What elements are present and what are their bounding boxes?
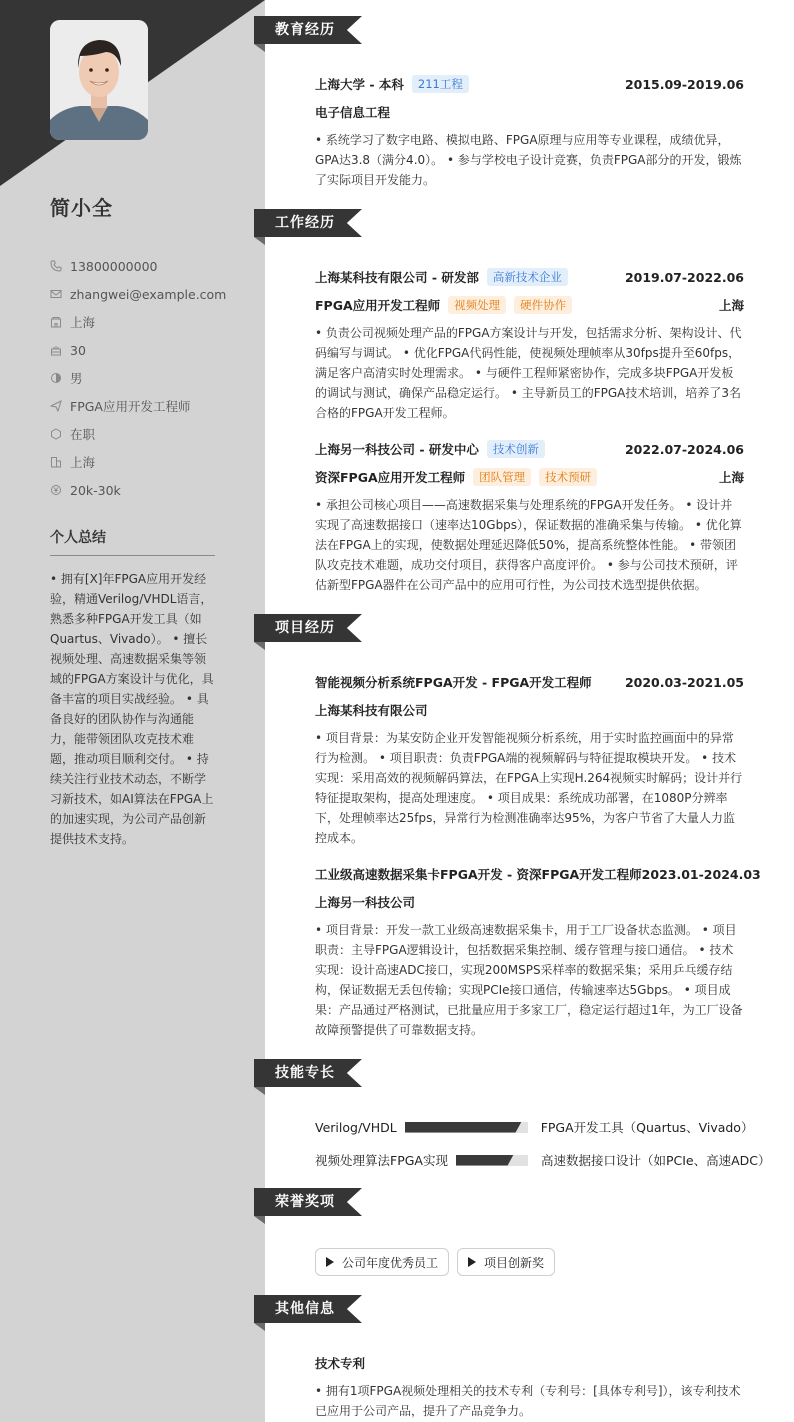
position-text: FPGA应用开发工程师 bbox=[70, 399, 191, 414]
project-date: 2023.01-2024.03 bbox=[641, 866, 761, 882]
school-name: 上海大学 - 本科 bbox=[315, 77, 404, 92]
skill-level bbox=[405, 1122, 522, 1133]
job-tag: 团队管理 bbox=[473, 468, 531, 486]
section-title: 教育经历 bbox=[275, 22, 335, 38]
info-age bbox=[50, 336, 250, 364]
section-title: 工作经历 bbox=[275, 215, 335, 231]
project-entry bbox=[315, 864, 761, 1040]
city-text: 上海 bbox=[70, 455, 96, 470]
company-tag: 技术创新 bbox=[487, 440, 545, 458]
info-email bbox=[50, 280, 250, 308]
job-tag: 技术预研 bbox=[539, 468, 597, 486]
gender-icon bbox=[50, 372, 62, 384]
work-date: 2022.07-2024.06 bbox=[624, 441, 744, 457]
skill-bar bbox=[405, 1122, 528, 1133]
work-desc: • 承担公司核心项目——高速数据采集与处理系统的FPGA开发任务。 • 设计并实现了高速数据接口（速率达10Gbps），保证数据的准确采集与传输。 • 优化算法在FPGA上的实现，使数据处理延迟降低50%，提高系统整体性能。 • 带领团队攻克技术难题，成功交付项目，获得客户高度评价。 • 参与公司技术预研，评估新型FPGA器件在公司产品中的应用可行性，为公司技术选型提供依据。 bbox=[315, 498, 742, 592]
location-text: 上海 bbox=[70, 315, 96, 330]
info-position bbox=[50, 392, 250, 420]
job-title: 资深FPGA应用开发工程师 bbox=[315, 470, 466, 485]
job-title: FPGA应用开发工程师 bbox=[315, 298, 441, 313]
award-item bbox=[315, 1248, 449, 1276]
project-name: 智能视频分析系统FPGA开发 - FPGA开发工程师 bbox=[315, 675, 592, 690]
summary-title: 个人总结 bbox=[50, 527, 215, 556]
skill-row bbox=[315, 1150, 775, 1170]
status-icon bbox=[50, 428, 62, 440]
section-header-skills bbox=[254, 1059, 362, 1089]
job-tag: 视频处理 bbox=[448, 296, 506, 314]
info-gender bbox=[50, 364, 250, 392]
award-item bbox=[457, 1248, 555, 1276]
salary-text: 20k-30k bbox=[70, 482, 121, 498]
skill-detail: 高速数据接口设计（如PCIe、高速ADC） bbox=[540, 1153, 771, 1168]
project-entry bbox=[315, 672, 744, 848]
project-date: 2020.03-2021.05 bbox=[624, 674, 744, 690]
work-city: 上海 bbox=[718, 470, 744, 485]
section-header-education bbox=[254, 16, 362, 46]
skill-level bbox=[456, 1155, 514, 1166]
skills-list bbox=[315, 1117, 775, 1183]
other-desc: • 拥有1项FPGA视频处理相关的技术专利（专利号：[具体专利号]），该专利技术已应用于公司产品，提升了产品竞争力。 bbox=[315, 1384, 741, 1418]
info-phone bbox=[50, 252, 250, 280]
award-label: 公司年度优秀员工 bbox=[342, 1255, 439, 1270]
gender-text: 男 bbox=[70, 371, 83, 386]
skill-name: 视频处理算法FPGA实现 bbox=[315, 1153, 448, 1168]
skill-detail: FPGA开发工具（Quartus、Vivado） bbox=[540, 1120, 754, 1135]
education-date: 2015.09-2019.06 bbox=[624, 76, 744, 92]
status-text: 在职 bbox=[70, 427, 96, 442]
play-icon bbox=[326, 1257, 334, 1267]
salary-icon bbox=[50, 484, 62, 496]
main-content bbox=[265, 0, 794, 1422]
candidate-name: 简小全 bbox=[50, 196, 113, 220]
project-company: 上海某科技有限公司 bbox=[315, 703, 428, 718]
info-status bbox=[50, 420, 250, 448]
other-title: 技术专利 bbox=[315, 1356, 366, 1371]
info-salary bbox=[50, 476, 250, 504]
skill-name: Verilog/VHDL bbox=[315, 1119, 397, 1135]
work-desc: • 负责公司视频处理产品的FPGA方案设计与开发，包括需求分析、架构设计、代码编写与调试。 • 优化FPGA代码性能，使视频处理帧率从30fps提升至60fps，满足客户高清实时处理需求。 • 与硬件工程师紧密协作，完成多块FPGA开发板的调试与测试，确保产品稳定运行。 • 主导新员工的FPGA技术培训，培养了3名合格的FPGA开发工程师。 bbox=[315, 326, 742, 420]
section-header-projects bbox=[254, 614, 362, 644]
avatar bbox=[50, 20, 148, 140]
skill-row bbox=[315, 1117, 775, 1137]
section-title: 其他信息 bbox=[275, 1301, 335, 1317]
education-entry bbox=[315, 74, 744, 190]
work-entry bbox=[315, 267, 744, 423]
phone-text: 13800000000 bbox=[70, 258, 158, 274]
project-name: 工业级高速数据采集卡FPGA开发 - 资深FPGA开发工程师 bbox=[315, 867, 642, 882]
project-desc: • 项目背景：为某安防企业开发智能视频分析系统，用于实时监控画面中的异常行为检测。 • 项目职责：负责FPGA端的视频解码与特征提取模块开发。 • 技术实现：采用高效的视频解码算法，在FPGA上实现H.264视频实时解码；设计并行特征提取架构，提高处理速度。 • 项目成果：系统成功部署，在1080P分辨率下，处理帧率达25fps，异常行为检测准确率达95%，为客户节省了大量人力监控成本。 bbox=[315, 731, 743, 845]
section-header-awards bbox=[254, 1188, 362, 1218]
company-name: 上海某科技有限公司 - 研发部 bbox=[315, 270, 479, 285]
age-icon bbox=[50, 344, 62, 356]
awards-list bbox=[315, 1248, 563, 1276]
skill-bar bbox=[456, 1155, 528, 1166]
education-desc: • 系统学习了数字电路、模拟电路、FPGA原理与应用等专业课程，成绩优异，GPA达3.8（满分4.0）。 • 参与学校电子设计竞赛，负责FPGA部分的开发，锻炼了实际项目开发能力。 bbox=[315, 133, 742, 187]
email-text: zhangwei@example.com bbox=[70, 286, 227, 302]
info-location bbox=[50, 308, 250, 336]
section-title: 荣誉奖项 bbox=[275, 1194, 335, 1210]
section-title: 技能专长 bbox=[275, 1065, 335, 1081]
other-entry bbox=[315, 1353, 744, 1421]
phone-icon bbox=[50, 260, 62, 272]
info-city bbox=[50, 448, 250, 476]
age-text: 30 bbox=[70, 342, 86, 358]
project-company: 上海另一科技公司 bbox=[315, 895, 416, 910]
play-icon bbox=[468, 1257, 476, 1267]
job-tag: 硬件协作 bbox=[514, 296, 572, 314]
section-title: 项目经历 bbox=[275, 620, 335, 636]
location-icon bbox=[50, 316, 62, 328]
summary-text: • 拥有[X]年FPGA应用开发经验，精通Verilog/VHDL语言，熟悉多种FPGA开发工具（如Quartus、Vivado）。 • 擅长视频处理、高速数据采集等领域的FPGA方案设计与优化，具备丰富的项目实战经验。 • 具备良好的团队协作与沟通能力，能带领团队攻克技术难题，推动项目顺利交付。 • 持续关注行业技术动态，不断学习新技术，如AI算法在FPGA上的加速实现，为公司产品创新提供技术支持。 bbox=[50, 572, 214, 846]
work-entry bbox=[315, 439, 744, 595]
company-tag: 高新技术企业 bbox=[487, 268, 568, 286]
work-date: 2019.07-2022.06 bbox=[624, 269, 744, 285]
email-icon bbox=[50, 288, 62, 300]
sidebar bbox=[0, 0, 265, 1422]
city-icon bbox=[50, 456, 62, 468]
section-header-other bbox=[254, 1295, 362, 1325]
work-city: 上海 bbox=[718, 298, 744, 313]
award-label: 项目创新奖 bbox=[484, 1255, 545, 1270]
company-name: 上海另一科技公司 - 研发中心 bbox=[315, 442, 479, 457]
contact-info bbox=[50, 252, 250, 504]
section-header-work bbox=[254, 209, 362, 239]
school-tag: 211工程 bbox=[412, 75, 469, 93]
major: 电子信息工程 bbox=[315, 105, 391, 120]
position-icon bbox=[50, 400, 62, 412]
project-desc: • 项目背景：开发一款工业级高速数据采集卡，用于工厂设备状态监测。 • 项目职责：主导FPGA逻辑设计，包括数据采集控制、缓存管理与接口通信。 • 技术实现：设计高速ADC接口，实现200MSPS采样率的数据采集；采用乒乓缓存结构，保证数据无丢包传输；实现PCIe接口通信，传输速率达5Gbps。 • 项目成果：产品通过严格测试，已批量应用于多家工厂，稳定运行超过1年，为工厂设备故障预警提供了可靠数据支持。 bbox=[315, 923, 743, 1037]
